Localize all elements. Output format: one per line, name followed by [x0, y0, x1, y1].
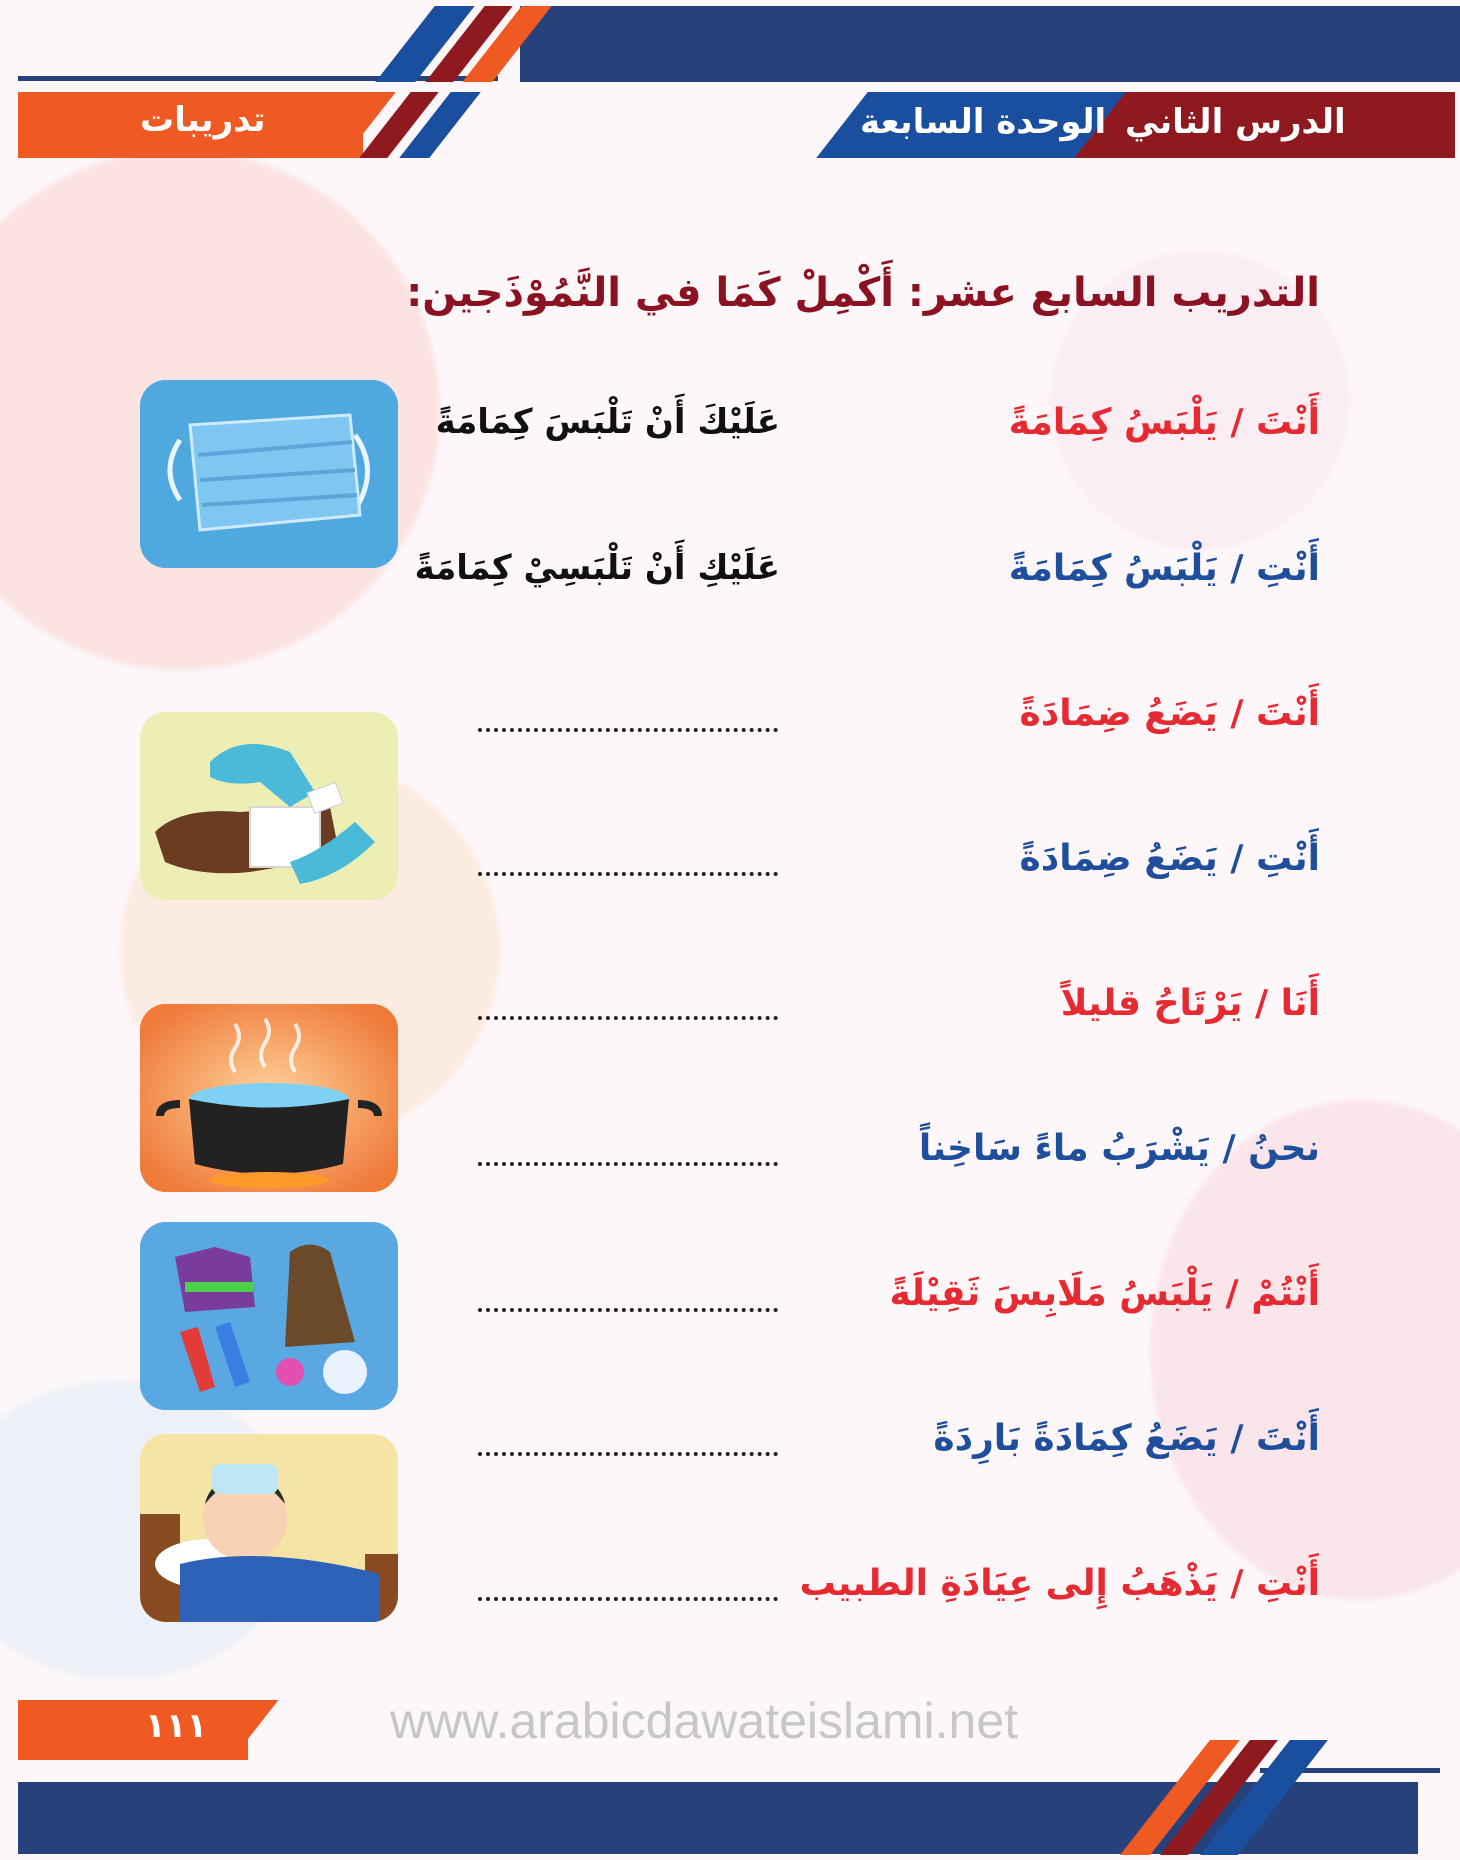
row-2-prompt: أَنْتِ / يَلْبَسُ كِمَامَةً: [1008, 548, 1320, 589]
row-4-answer-blank[interactable]: [478, 872, 778, 876]
row-7-answer-blank[interactable]: [478, 1308, 778, 1312]
boiling-pot-image: [140, 1004, 398, 1192]
row-1-prompt: أَنْتَ / يَلْبَسُ كِمَامَةً: [1008, 402, 1320, 443]
unit-label: الوحدة السابعة: [860, 102, 1107, 142]
row-6-answer-blank[interactable]: [478, 1162, 778, 1166]
bandage-image: [140, 712, 398, 900]
row-2-answer: عَلَيْكِ أَنْ تَلْبَسِيْ كِمَامَةً: [414, 548, 780, 588]
row-9-prompt: أَنْتِ / يَذْهَبُ إِلى عِيَادَةِ الطبيب: [799, 1563, 1320, 1604]
row-6-prompt: نحنُ / يَشْرَبُ ماءً سَاخِناً: [918, 1128, 1320, 1169]
row-8-answer-blank[interactable]: [478, 1452, 778, 1456]
row-3-answer-blank[interactable]: [478, 728, 778, 732]
lesson-label: الدرس الثاني: [1125, 102, 1346, 142]
top-navy-band: [520, 6, 1460, 82]
row-9-answer-blank[interactable]: [478, 1597, 778, 1601]
sick-child-image: [140, 1434, 398, 1622]
winter-clothes-image: [140, 1222, 398, 1410]
row-5-prompt: أَنَا / يَرْتَاحُ قليلاً: [1060, 983, 1320, 1024]
row-4-prompt: أَنْتِ / يَضَعُ ضِمَادَةً: [1019, 838, 1320, 879]
row-1-answer: عَلَيْكَ أَنْ تَلْبَسَ كِمَامَةً: [435, 402, 780, 442]
row-8-prompt: أَنْتَ / يَضَعُ كِمَادَةً بَارِدَةً: [933, 1418, 1320, 1459]
page-number: ١١١: [145, 1706, 208, 1746]
row-3-prompt: أَنْتَ / يَضَعُ ضِمَادَةً: [1019, 693, 1320, 734]
section-label: تدريبات: [140, 100, 266, 140]
row-5-answer-blank[interactable]: [478, 1016, 778, 1020]
mask-image: [140, 380, 398, 568]
website-url[interactable]: www.arabicdawateislami.net: [390, 1693, 1019, 1749]
exercise-title: التدريب السابع عشر: أَكْمِلْ كَمَا في النَّمُوْذَجين:: [406, 270, 1320, 316]
row-7-prompt: أَنْتُمْ / يَلْبَسُ مَلَابِسَ ثَقِيْلَةً: [889, 1273, 1320, 1314]
